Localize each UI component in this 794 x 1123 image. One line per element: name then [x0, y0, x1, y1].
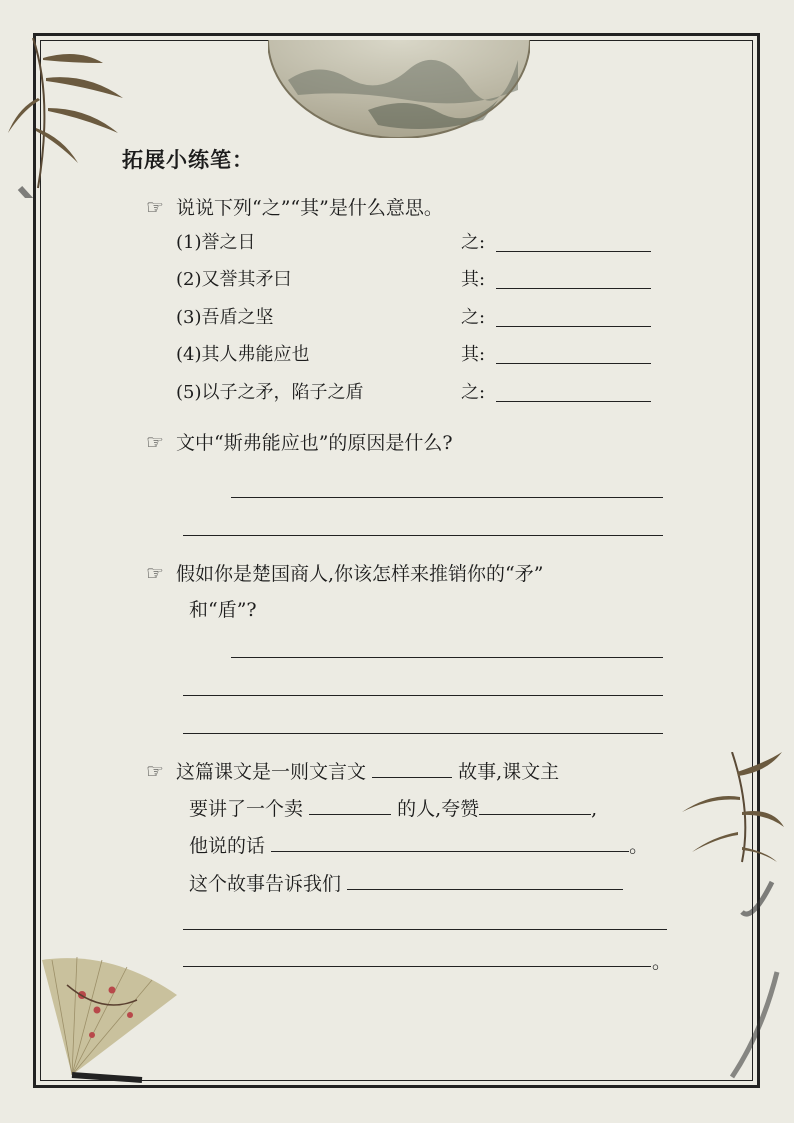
q4-text: 这个故事告诉我们: [189, 873, 342, 895]
q4-text: 要讲了一个卖: [189, 798, 304, 820]
question-2: [146, 428, 453, 457]
answer-blank[interactable]: [496, 251, 651, 252]
question-4-line-2: [189, 795, 597, 823]
question-3-prompt-line-1: 假如你是楚国商人,你该怎样来推销你的“矛”: [176, 563, 544, 585]
answer-blank[interactable]: [347, 871, 623, 890]
bamboo-top-left-decoration: [8, 38, 138, 198]
question-1: [146, 193, 443, 222]
q1-item-char: 之:: [461, 307, 486, 328]
q4-text: ,: [591, 798, 598, 820]
answer-line[interactable]: [183, 733, 663, 734]
question-4-line-3: [189, 832, 648, 860]
q1-item-char: 其:: [461, 344, 486, 365]
q1-item-label: (5)以子之矛，陷子之盾: [176, 382, 364, 403]
q4-text: 的人,夸赞: [397, 798, 480, 820]
pointing-hand-icon: ☞: [146, 430, 164, 454]
q4-text: 故事,课文主: [458, 761, 560, 783]
pointing-hand-icon: ☞: [146, 759, 164, 783]
q1-item-char: 之:: [461, 232, 486, 253]
answer-blank[interactable]: [496, 288, 651, 289]
pointing-hand-icon: ☞: [146, 195, 164, 219]
answer-blank[interactable]: [372, 759, 452, 778]
answer-blank[interactable]: [496, 401, 651, 402]
answer-line[interactable]: [183, 929, 667, 930]
q4-end-mark: 。: [652, 951, 672, 973]
question-1-prompt: 说说下列“之”“其”是什么意思。: [176, 197, 443, 219]
answer-line[interactable]: [183, 535, 663, 536]
answer-line[interactable]: [183, 695, 663, 696]
q1-item-label: (1)誉之日: [176, 232, 256, 253]
q1-item-char: 之:: [461, 382, 486, 403]
section-heading: 拓展小练笔：: [122, 147, 254, 172]
q1-item-label: (2)又誉其矛曰: [176, 269, 292, 290]
q1-item-label: (4)其人弗能应也: [176, 344, 310, 365]
answer-blank[interactable]: [496, 326, 651, 327]
question-3: [146, 559, 543, 588]
answer-blank[interactable]: [479, 796, 591, 815]
question-4: [146, 757, 559, 786]
q1-item-char: 其:: [461, 269, 486, 290]
answer-blank[interactable]: [496, 363, 651, 364]
answer-line[interactable]: [231, 497, 663, 498]
question-2-prompt: 文中“斯弗能应也”的原因是什么?: [176, 432, 453, 454]
answer-line[interactable]: [183, 966, 651, 967]
q4-text: 这篇课文是一则文言文: [176, 761, 367, 783]
q4-text: 他说的话: [189, 835, 266, 857]
pointing-hand-icon: ☞: [146, 561, 164, 585]
answer-blank[interactable]: [309, 796, 391, 815]
q1-item-label: (3)吾盾之坚: [176, 307, 274, 328]
answer-blank[interactable]: [271, 833, 629, 852]
question-4-line-4: [189, 870, 623, 898]
bamboo-right-decoration: [672, 752, 784, 1082]
question-4-line-1: [176, 758, 559, 786]
answer-line[interactable]: [231, 657, 663, 658]
landscape-fan-decoration: [268, 40, 530, 138]
q4-text: 。: [629, 835, 649, 857]
flower-fan-decoration: [42, 955, 182, 1085]
question-3-prompt-line-2: 和“盾”?: [189, 599, 257, 621]
